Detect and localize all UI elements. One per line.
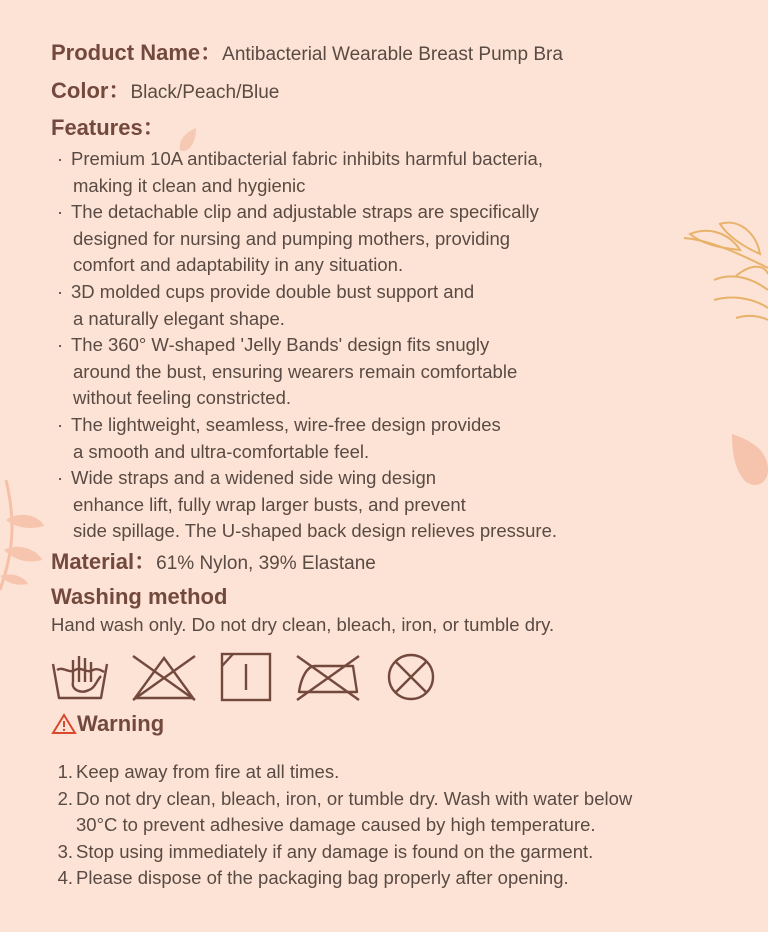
warning-item <box>51 759 741 786</box>
feature-line: The lightweight, seamless, wire-free design provides <box>71 413 501 435</box>
bullet-dot: · <box>57 413 64 435</box>
warning-heading <box>51 711 741 737</box>
bullet-dot: · <box>57 280 64 302</box>
feature-line: The 360° W-shaped 'Jelly Bands' design fits snugly <box>71 334 490 356</box>
washing-method-heading: Washing method <box>51 583 228 609</box>
bullet-dot: · <box>57 334 64 356</box>
hand-wash-icon <box>51 652 109 702</box>
warning-item <box>51 839 741 866</box>
feature-item <box>57 412 741 465</box>
warning-triangle-icon <box>51 713 77 735</box>
feature-item <box>57 465 741 545</box>
feature-line: a naturally elegant shape. <box>73 307 285 329</box>
color-value: Black/Peach/Blue <box>130 82 280 103</box>
warning-number: 4. <box>57 867 73 889</box>
warning-item <box>51 786 741 839</box>
bullet-dot: · <box>57 148 64 169</box>
feature-line: enhance lift, fully wrap larger busts, and prevent <box>73 493 466 515</box>
feature-line: making it clean and hygienic <box>73 174 306 196</box>
features-list <box>51 146 741 545</box>
warning-text-continued: 30°C to prevent adhesive damage caused by high temperature. <box>76 814 596 836</box>
product-name-value: Antibacterial Wearable Breast Pump Bra <box>222 44 563 65</box>
product-name-label: Product Name： <box>51 40 223 65</box>
feature-line: The detachable clip and adjustable straps are specifically <box>71 201 539 223</box>
features-heading: Features： <box>51 115 165 140</box>
warning-number: 1. <box>57 760 73 782</box>
feature-item <box>57 199 741 279</box>
feature-item <box>57 279 741 332</box>
warning-text: Please dispose of the packaging bag properly after opening. <box>76 867 569 889</box>
washing-method-text: Hand wash only. Do not dry clean, bleach, iron, or tumble dry. <box>51 613 555 635</box>
material-value: 61% Nylon, 39% Elastane <box>156 552 376 574</box>
warning-item <box>51 865 741 892</box>
color-row <box>51 76 741 108</box>
line-dry-icon <box>219 652 273 702</box>
feature-line: comfort and adaptability in any situation. <box>73 254 404 276</box>
warning-text: Stop using immediately if any damage is found on the garment. <box>76 840 594 862</box>
feature-line: around the bust, ensuring wearers remain comfortable <box>73 360 518 382</box>
leaf-decoration-left <box>0 480 50 600</box>
feature-line: Wide straps and a widened side wing design <box>71 467 437 489</box>
feature-line: designed for nursing and pumping mothers, providing <box>73 227 511 249</box>
do-not-tumble-dry-icon <box>383 652 439 702</box>
spec-sheet <box>51 38 741 892</box>
feature-item <box>57 332 741 412</box>
feature-line: Premium 10A antibacterial fabric inhibits harmful bacteria, <box>71 148 543 169</box>
feature-item <box>57 146 741 199</box>
warning-number: 2. <box>57 787 73 809</box>
warning-label: Warning <box>77 710 165 736</box>
warning-text: Do not dry clean, bleach, iron, or tumble dry. Wash with water below <box>76 787 633 809</box>
feature-line: side spillage. The U-shaped back design relieves pressure. <box>73 520 558 542</box>
color-label: Color： <box>51 78 131 103</box>
care-icons <box>51 651 741 703</box>
feature-line: a smooth and ultra-comfortable feel. <box>73 440 370 462</box>
do-not-bleach-icon <box>129 652 199 702</box>
feature-line: 3D molded cups provide double bust support and <box>71 280 475 302</box>
material-row <box>51 549 741 577</box>
bullet-dot: · <box>57 201 64 223</box>
bullet-dot: · <box>57 467 64 489</box>
warnings-list <box>51 759 741 892</box>
do-not-iron-icon <box>293 652 363 702</box>
warning-text: Keep away from fire at all times. <box>76 760 340 782</box>
warning-number: 3. <box>57 840 73 862</box>
product-name-row <box>51 38 741 70</box>
material-label: Material： <box>51 548 157 574</box>
feature-line: without feeling constricted. <box>73 387 292 409</box>
